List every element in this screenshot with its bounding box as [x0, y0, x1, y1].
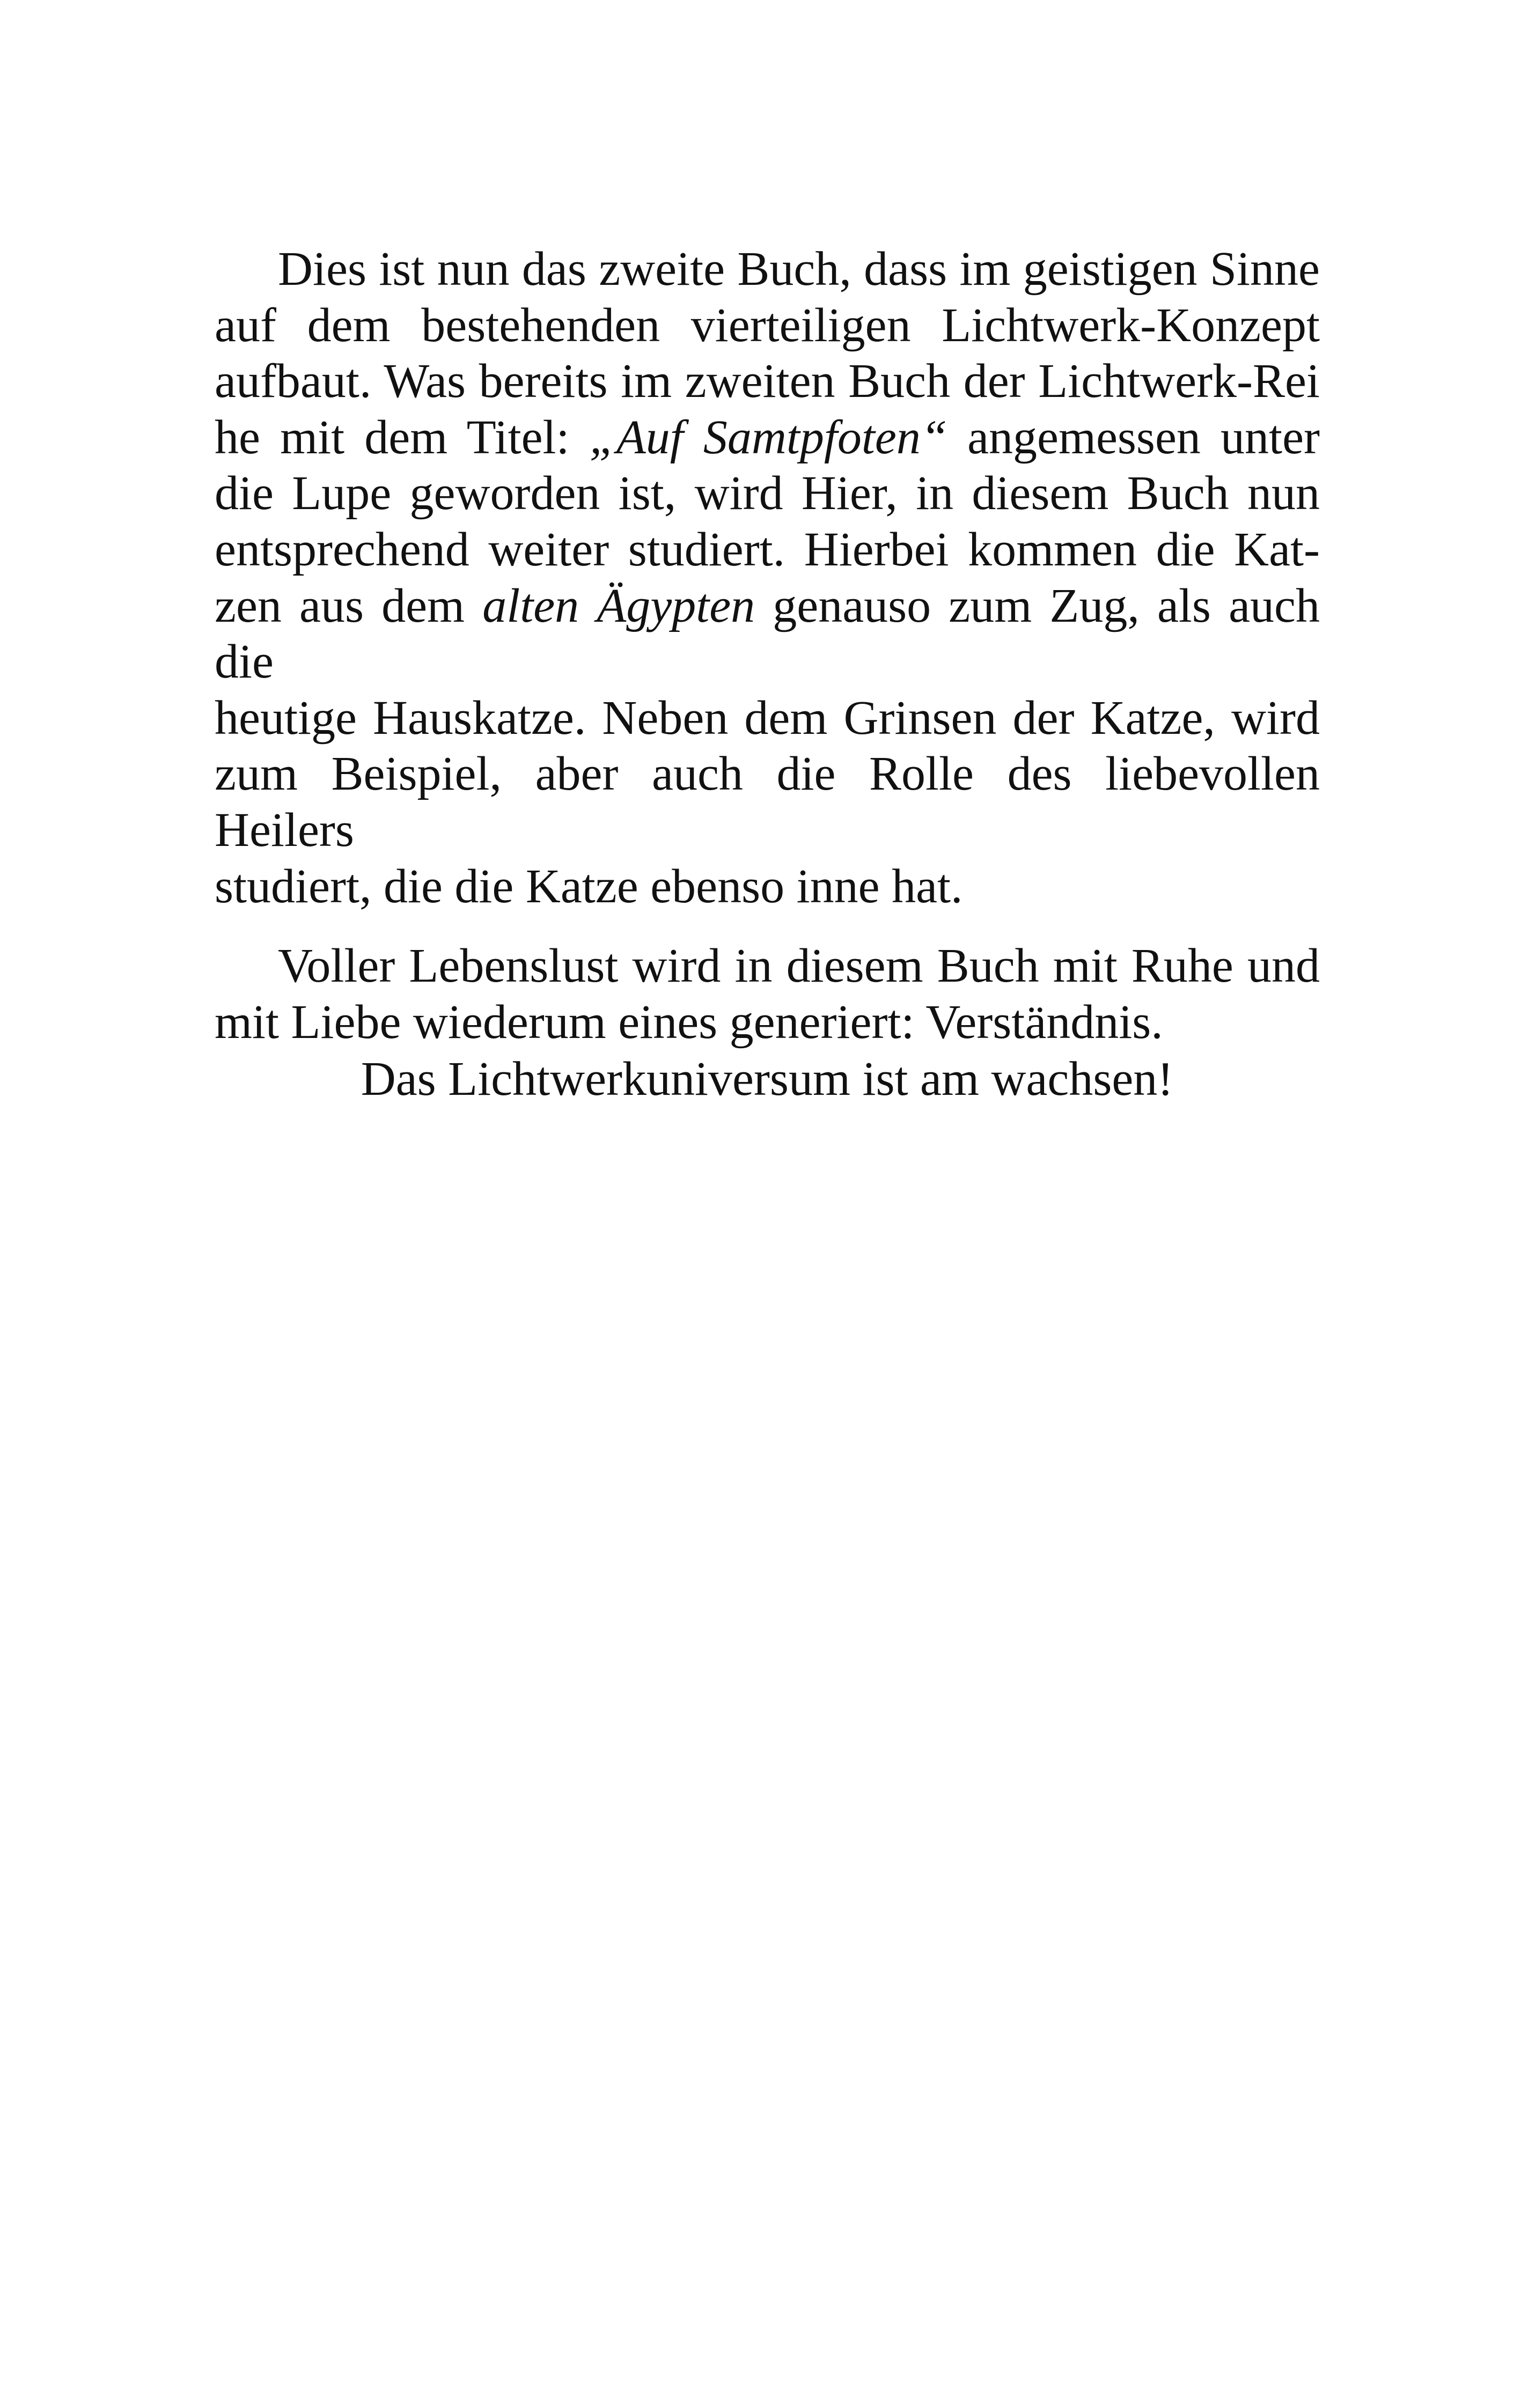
paragraph-1 [215, 241, 1320, 915]
body-text [215, 241, 1320, 1050]
closing-line: Das Lichtwerkuniversum ist am wachsen! [361, 1052, 1174, 1106]
paragraph-1-line-10: studiert, die die Katze ebenso inne hat. [215, 859, 963, 913]
line-7-text-b: genauso zum Zug, als auch die [215, 579, 1320, 689]
paragraph-1-line-7 [215, 578, 1320, 690]
paragraph-1-line-5: die Lupe geworden ist, wird Hier, in diesem Buch nun [215, 467, 1320, 520]
paragraph-2-line-2: mit Liebe wiederum eines generiert: Verständnis. [215, 995, 1163, 1049]
paragraph-1-line-2: auf dem bestehenden vierteiligen Lichtwerk-Konzept [215, 298, 1320, 352]
paragraph-1-line-6: entsprechend weiter studiert. Hierbei kommen die Kat- [215, 522, 1320, 576]
paragraph-1-line-9: zum Beispiel, aber auch die Rolle des liebevollen Heilers [215, 747, 1320, 857]
paragraph-2-line-1: Voller Lebenslust wird in diesem Buch mit Ruhe und [278, 939, 1320, 993]
paragraph-1-line-1: Dies ist nun das zweite Buch, dass im geistigen Sinne [278, 242, 1320, 296]
paragraph-1-line-8: heutige Hauskatze. Neben dem Grinsen der Katze, wird [215, 691, 1320, 745]
paragraph-1-line-3: aufbaut. Was bereits im zweiten Buch der Lichtwerk-Rei [215, 355, 1320, 408]
emphasis-alten-aegypten: alten Ägypten [482, 579, 755, 632]
paragraph-2 [215, 938, 1320, 1050]
line-4-text-b: angemessen unter [947, 410, 1320, 464]
line-4-text-a: he mit dem Titel: [215, 410, 590, 464]
line-7-text-a: zen aus dem [215, 579, 483, 632]
book-title-auf-samtpfoten: „Auf Samtpfoten“ [589, 410, 947, 464]
paragraph-1-line-4 [215, 410, 1320, 466]
